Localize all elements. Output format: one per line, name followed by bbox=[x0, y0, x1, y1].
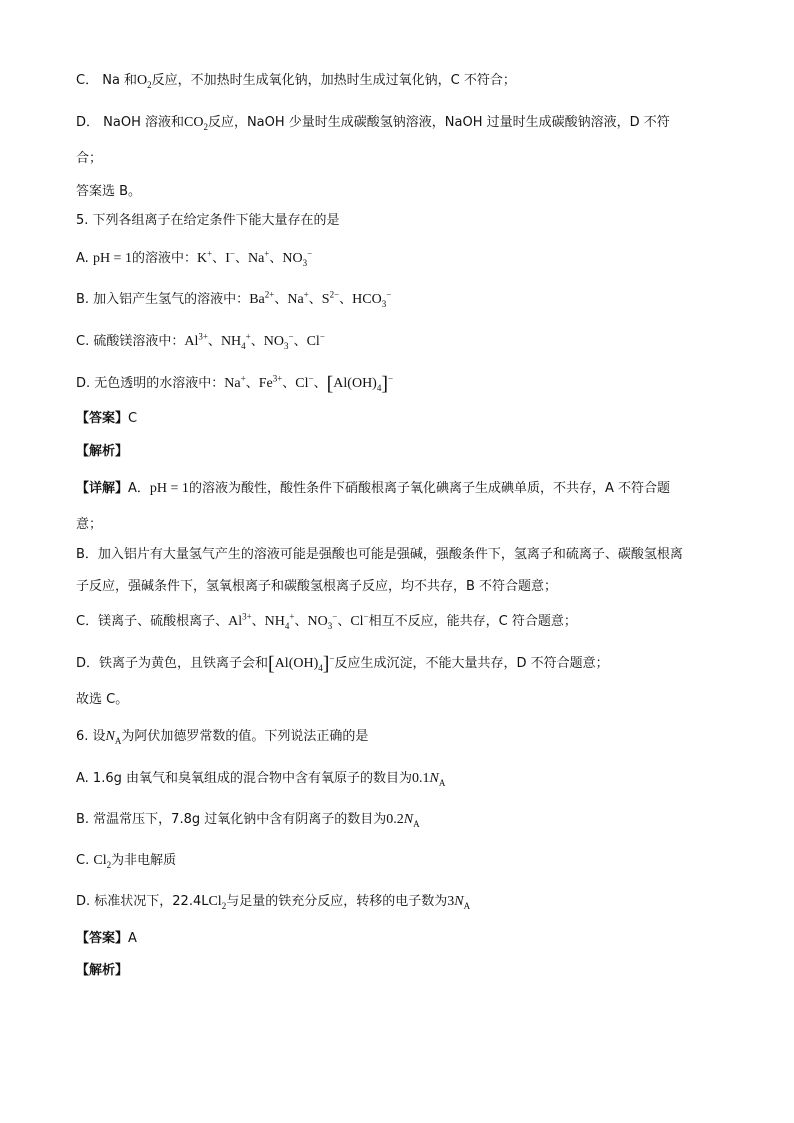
question-5-detail-b: B．加入铝片有大量氢气产生的溶液可能是强酸也可能是强碱，强酸条件下，氢离子和硫离子、碳酸氢根离 bbox=[76, 547, 683, 562]
question-6-option-c: C. $Cl_2$为非电解质 bbox=[76, 853, 177, 870]
question-5-detail-b-cont: 子反应，强碱条件下，氢氧根离子和碳酸氢根离子反应，均不共存，B 不符合题意； bbox=[76, 579, 558, 594]
question-6-option-a: A. 1.6g 由氧气和臭氧组成的混合物中含有氧原子的数目为$0.1N_A$ bbox=[76, 771, 446, 788]
question-5-answer: 【答案】C bbox=[76, 411, 138, 426]
question-5-conclusion: 故选 C。 bbox=[76, 692, 129, 707]
question-6-analysis-heading: 【解析】 bbox=[76, 963, 129, 978]
question-5-detail-a: 【详解】A．pH = 1的溶液为酸性，酸性条件下硝酸根离子氧化碘离子生成碘单质，不共存，A 不符合题 bbox=[76, 481, 670, 496]
question-5-option-b: B. 加入铝产生氢气的溶液中：$Ba^{2+}$、Na+、$S^{2-}$、$HCO_3^-$ bbox=[76, 289, 392, 309]
answer-previous: 答案选 B。 bbox=[76, 184, 142, 199]
question-5-detail-a-cont: 意； bbox=[76, 517, 103, 532]
question-6-option-d: D. 标准状况下，22.4LCl$_2$与足量的铁充分反应，转移的电子数为$3N_A$ bbox=[76, 894, 471, 911]
question-6-answer: 【答案】A bbox=[76, 931, 137, 946]
question-5-detail-c: C．镁离子、硫酸根离子、$Al^{3+}$、$NH_4^+$、$NO_3^-$、Cl−相互不反应，能共存，C 符合题意； bbox=[76, 611, 577, 631]
question-5-option-a: A. pH = 1的溶液中：K+、I−、Na+、$NO_3^-$ bbox=[76, 248, 313, 268]
option-d-previous: D． NaOH 溶液和$CO_2$反应，NaOH 少量时生成碳酸氢钠溶液，NaOH 过量时生成碳酸钠溶液，D 不符 bbox=[76, 115, 670, 132]
option-c-previous: C． Na 和$O_2$反应，不加热时生成氧化钠，加热时生成过氧化钠，C 不符合； bbox=[76, 73, 516, 90]
question-5-detail-d: D．铁离子为黄色，且铁离子会和$[Al(OH)_4]^-$反应生成沉淀，不能大量共存，D 不符合题意； bbox=[76, 653, 609, 675]
question-5-analysis-heading: 【解析】 bbox=[76, 444, 129, 459]
formula-co2: $CO_2$ bbox=[184, 115, 208, 132]
formula-o2: $O_2$ bbox=[137, 73, 152, 90]
question-5-option-d: D. 无色透明的水溶液中：Na+、$Fe^{3+}$、Cl−、$[Al(OH)_4]^-$ bbox=[76, 373, 394, 395]
option-d-previous-cont: 合； bbox=[76, 151, 103, 166]
question-5-option-c: C. 硫酸镁溶液中：$Al^{3+}$、$NH_4^+$、$NO_3^-$、Cl− bbox=[76, 331, 325, 351]
question-6-option-b: B. 常温常压下，7.8g 过氧化钠中含有阴离子的数目为$0.2N_A$ bbox=[76, 812, 420, 829]
question-6-stem: 6. 设$N_A$为阿伏加德罗常数的值。下列说法正确的是 bbox=[76, 729, 369, 746]
question-5-stem: 5. 下列各组离子在给定条件下能大量存在的是 bbox=[76, 213, 340, 228]
